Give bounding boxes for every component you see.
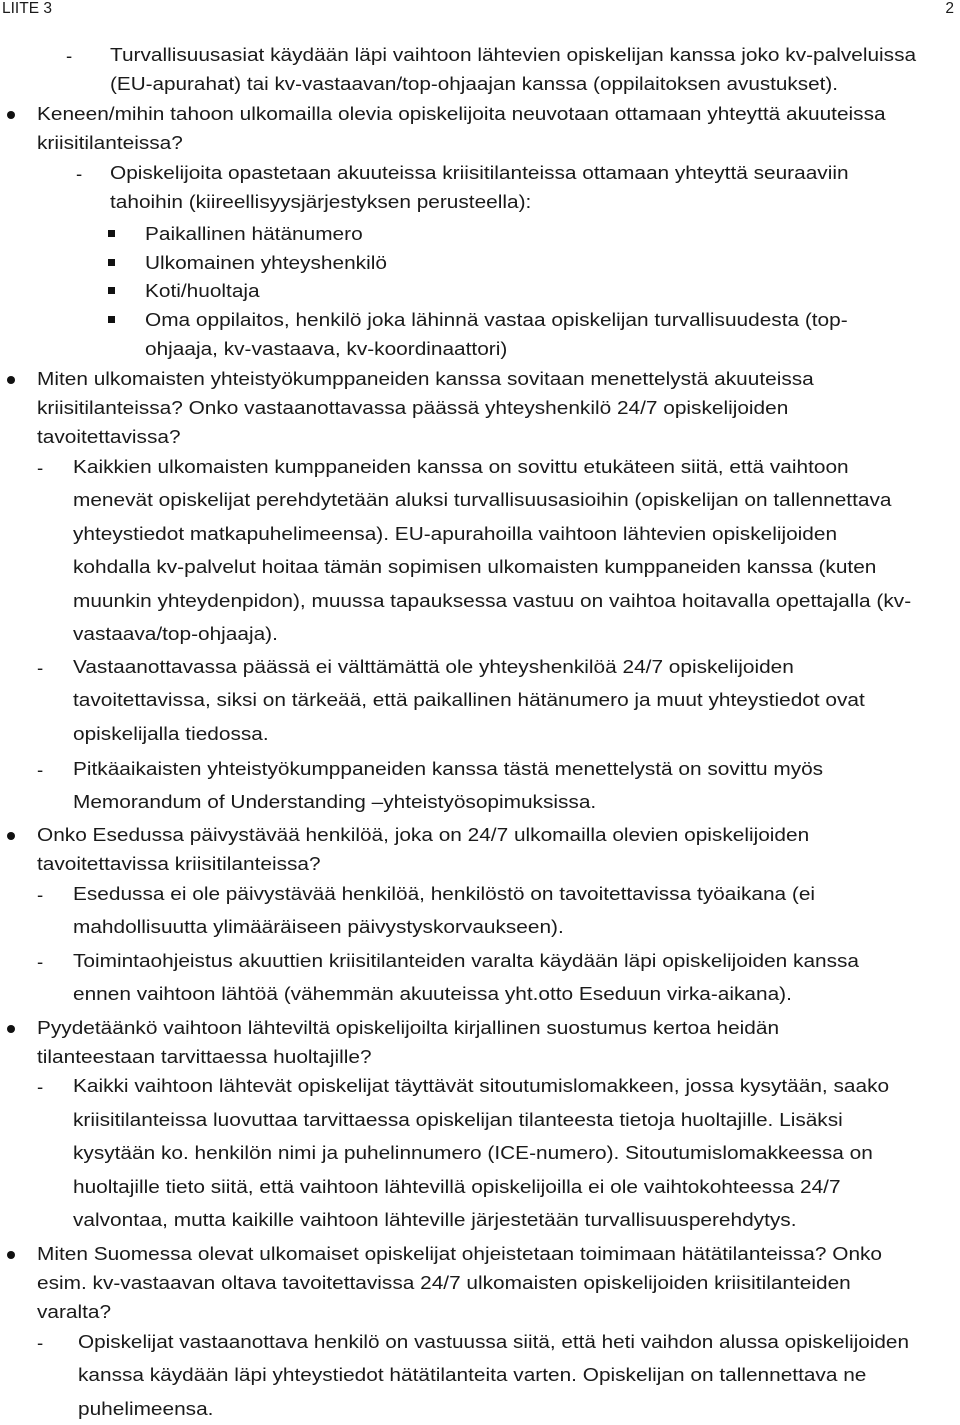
dash-marker: - (37, 657, 44, 678)
text-line: puhelimeensa. (78, 1398, 214, 1419)
text-line: menevät opiskelijat perehdytetään aluksi turvallisuusasioihin (opiskelijan on tallennettava (73, 489, 892, 510)
dash-marker: - (37, 759, 44, 780)
text-line: vastaava/top-ohjaaja). (73, 623, 278, 644)
text-line: tavoitettavissa? (37, 426, 181, 447)
text-line: opiskelijalla tiedossa. (73, 723, 269, 744)
bullet-icon (7, 1025, 15, 1033)
text-line: Toimintaohjeistus akuuttien kriisitilanteiden varalta käydään läpi opiskelijoiden kanssa (73, 950, 860, 971)
text-line: tavoitettavissa, siksi on tärkeää, että paikallinen hätänumero ja muut yhteystiedot ovat (73, 689, 865, 710)
dash-marker: - (76, 163, 83, 184)
text-line: kriisitilanteissa luovuttaa tarvittaessa opiskelijan tilanteesta tietoja huoltajille. Lisäksi (73, 1109, 843, 1130)
text-line: varalta? (37, 1301, 112, 1322)
text-line: Esedussa ei ole päivystävää henkilöä, henkilöstö on tavoitettavissa työaikana (ei (73, 883, 816, 904)
text-line: Koti/huoltaja (145, 280, 260, 301)
text-line: Miten Suomessa olevat ulkomaiset opiskelijat ohjeistetaan toimimaan hätätilanteissa? Onko (37, 1243, 883, 1264)
text-line: muunkin yhteydenpidon), muussa tapauksessa vastuu on vaihtoa hoitavalla opettajalla (kv- (73, 590, 912, 611)
square-bullet-icon (108, 259, 115, 266)
text-line: (EU-apurahat) tai kv-vastaavan/top-ohjaajan kanssa (oppilaitoksen avustukset). (110, 73, 839, 94)
bullet-icon (7, 376, 15, 384)
text-line: kysytään ko. henkilön nimi ja puhelinnumero (ICE-numero). Sitoutumislomakkeessa on (73, 1142, 873, 1163)
text-line: Pitkäaikaisten yhteistyökumppaneiden kanssa tästä menettelystä on sovittu myös (73, 758, 824, 779)
square-bullet-icon (108, 316, 115, 323)
text-line: esim. kv-vastaavan oltava tavoitettavissa 24/7 ulkomaisten opiskelijoiden kriisitilanteiden (37, 1272, 851, 1293)
text-line: ohjaaja, kv-vastaava, kv-koordinaattori) (145, 338, 508, 359)
text-line: huoltajille tieto siitä, että vaihtoon lähtevillä opiskelijoilla ei ole vaihtokohteessa 24/7 (73, 1176, 841, 1197)
dash-marker: - (66, 45, 73, 66)
text-line: Paikallinen hätänumero (145, 223, 363, 244)
text-line: yhteystiedot matkapuhelimeensa). EU-apurahoilla vaihtoon lähtevien opiskelijoiden (73, 523, 838, 544)
text-line: Onko Esedussa päivystävää henkilöä, joka on 24/7 ulkomailla olevien opiskelijoiden (37, 824, 810, 845)
text-line: tilanteestaan tarvittaessa huoltajille? (37, 1046, 372, 1067)
text-line: kriisitilanteissa? (37, 132, 183, 153)
text-line: ennen vaihtoon lähtöä (vähemmän akuuteissa yht.otto Eseduun virka-aikana). (73, 983, 792, 1004)
text-line: Oma oppilaitos, henkilö joka lähinnä vastaa opiskelijan turvallisuudesta (top- (145, 309, 848, 330)
appendix-label: LIITE 3 (2, 0, 52, 17)
page-number: 2 (945, 0, 954, 17)
dash-marker: - (37, 884, 44, 905)
bullet-icon (7, 832, 15, 840)
dash-marker: - (37, 1332, 44, 1353)
square-bullet-icon (108, 230, 115, 237)
square-bullet-icon (108, 287, 115, 294)
text-line: Vastaanottavassa päässä ei välttämättä ole yhteyshenkilöä 24/7 opiskelijoiden (73, 656, 794, 677)
text-line: Miten ulkomaisten yhteistyökumppaneiden kanssa sovitaan menettelystä akuuteissa (37, 368, 814, 389)
text-line: Opiskelijat vastaanottava henkilö on vastuussa siitä, että heti vaihdon alussa opiskelijoiden (78, 1331, 909, 1352)
text-line: kriisitilanteissa? Onko vastaanottavassa päässä yhteyshenkilö 24/7 opiskelijoiden (37, 397, 789, 418)
text-line: Keneen/mihin tahoon ulkomailla olevia opiskelijoita neuvotaan ottamaan yhteyttä akuuteissa (37, 103, 886, 124)
text-line: Ulkomainen yhteyshenkilö (145, 252, 387, 273)
text-line: Opiskelijoita opastetaan akuuteissa kriisitilanteissa ottamaan yhteyttä seuraaviin (110, 162, 849, 183)
dash-marker: - (37, 1076, 44, 1097)
text-line: tavoitettavissa kriisitilanteissa? (37, 853, 321, 874)
text-line: tahoihin (kiireellisyysjärjestyksen perusteella): (110, 191, 532, 212)
text-line: kohdalla kv-palvelut hoitaa tämän sopimisen ulkomaisten kumppaneiden kanssa (kuten (73, 556, 877, 577)
dash-marker: - (37, 951, 44, 972)
text-line: Memorandum of Understanding –yhteistyösopimuksissa. (73, 791, 597, 812)
dash-marker: - (37, 457, 44, 478)
bullet-icon (7, 111, 15, 119)
text-line: Kaikkien ulkomaisten kumppaneiden kanssa on sovittu etukäteen siitä, että vaihtoon (73, 456, 849, 477)
text-line: Pyydetäänkö vaihtoon lähteviltä opiskelijoilta kirjallinen suostumus kertoa heidän (37, 1017, 780, 1038)
text-line: Kaikki vaihtoon lähtevät opiskelijat täyttävät sitoutumislomakkeen, jossa kysytään, saako (73, 1075, 890, 1096)
text-line: mahdollisuutta ylimääräiseen päivystyskorvaukseen). (73, 916, 564, 937)
bullet-icon (7, 1251, 15, 1259)
text-line: Turvallisuusasiat käydään läpi vaihtoon lähtevien opiskelijan kanssa joko kv-palveluissa (110, 44, 917, 65)
text-line: kanssa käydään läpi yhteystiedot hätätilanteita varten. Opiskelijan on tallennettava ne (78, 1364, 867, 1385)
text-line: valvontaa, mutta kaikille vaihtoon lähteville järjestetään turvallisuusperehdytys. (73, 1209, 797, 1230)
